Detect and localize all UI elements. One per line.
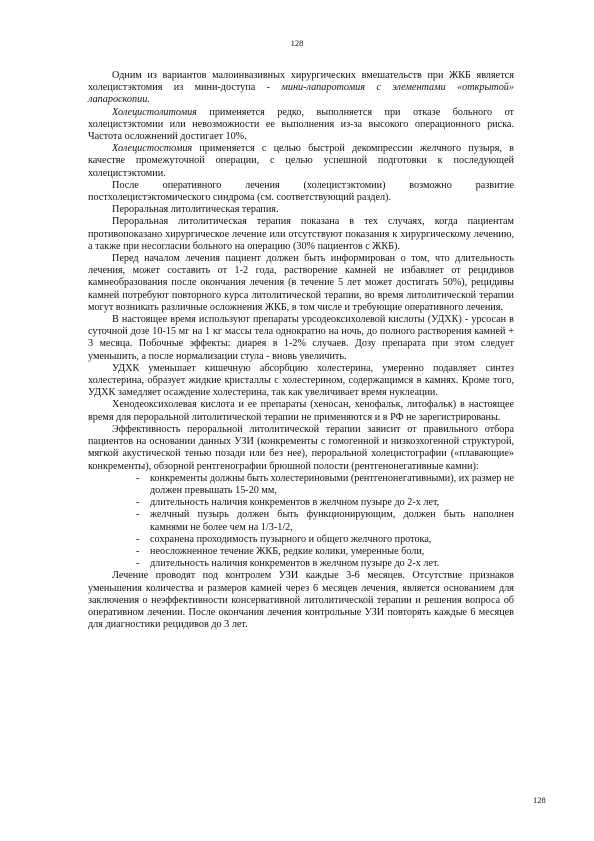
criteria-list (88, 473, 514, 571)
section-heading-litholytic: Пероральная литолитическая терапия. (112, 204, 279, 216)
term-cholecystolithotomy: Холецистолитомия (112, 106, 197, 118)
list-item: - длительность наличия конкрементов в желчном пузыре до 2-х лет, (136, 497, 514, 509)
paragraph-post-surgery: После оперативного лечения (холецистэктомии) возможно развитие постхолецистэктомического синдрома (см. соответствующий раздел). (88, 179, 514, 204)
paragraph-monitoring: Лечение проводят под контролем УЗИ каждые 3-6 месяцев. Отсутствие признаков уменьшения количества и размеров камней через 6 месяцев лечения, является основанием для заключения о неэффективности консервативной литолитической терапии и решения вопроса об оперативном лечении. После окончания лечения контрольные УЗИ повторять каждые 6 месяцев для диагностики рецидивов до 3 лет. (88, 570, 514, 631)
document-body (88, 70, 514, 631)
term-cholecystostomy: Холецистостомия (112, 143, 193, 155)
paragraph-patient-info: Перед началом лечения пациент должен быть информирован о том, что длительность лечения, может составить от 1-2 года, растворение камней не избавляет от рецидивов камнеобразования после окончания лечения (в течение 5 лет может достигать 50%), рецидивы камней потребуют повторного курса литолитической терапии, во время литолитической терапии могут возникать различные осложнения ЖКБ, в том числе и требующие оперативного лечения. (88, 253, 514, 313)
page-number-bottom: 128 (533, 795, 546, 805)
paragraph-italic: мини-лапаротомия с элементами «открытой» лапароскопии. (88, 82, 514, 106)
list-item: - сохранена проходимость пузырного и общего желчного протока, (136, 534, 514, 546)
paragraph-text: Одним из вариантов малоинвазивных хирургических вмешательств при ЖКБ является холецистэктомия из мини-доступа - (88, 70, 514, 94)
paragraph-text: применяется с целью быстрой декомпрессии желчного пузыря, в качестве промежуточной операции, с целью успешной подготовки к последующей холецистэктомии. (88, 143, 514, 179)
paragraph-indications: Пероральная литолитическая терапия показана в тех случаях, когда пациентам противопоказано хирургическое лечение или отсутствуют показания к хирургическому лечению, а также при несогласии больного на операцию (30% пациентов с ЖКБ). (88, 216, 514, 252)
list-item: - неосложненное течение ЖКБ, редкие колики, умеренные боли, (136, 546, 514, 558)
list-item: - конкременты должны быть холестериновыми (рентгенонегативными), их размер не должен превышать 15-20 мм, (136, 473, 514, 497)
page-number-top: 128 (290, 38, 304, 48)
paragraph-cholecystolithotomy (88, 107, 514, 144)
paragraph-udca-mechanism: УДХК уменьшает кишечную абсорбцию холестерина, умеренно подавляет синтез холестерина, образует жидкие кристаллы с холестерином, содержащимся в камнях. Кроме того, УДХК замедляет осаждение холестерина, так как увеличивает время нуклеации. (88, 362, 514, 399)
paragraph-mini-access (88, 70, 514, 107)
paragraph-efficacy: Эффективность пероральной литолитической терапии зависит от правильного отбора пациентов на основании данных УЗИ (конкременты с гомогенной и низкоэхогенной структурой, мягкой акустической тенью позади или без нее), пероральной холецистографии («плавающие» конкременты), обзорной рентгенографии брюшной полости (рентгенонегативные камни): (88, 423, 514, 472)
paragraph-cholecystostomy (88, 143, 514, 180)
paragraph-udca-dosage: В настоящее время используют препараты урсодеоксихолевой кислоты (УДХК) - урсосан в суточной дозе 10-15 мг на 1 кг массы тела однократно на ночь, до полного растворения камней + 3 месяца. Побочные эффекты: диарея в 1-2% случаев. Дозу препарата при этом следует уменьшить, а после нормализации стула - вновь увеличить. (88, 314, 514, 362)
list-item: - желчный пузырь должен быть функционирующим, должен быть наполнен камнями не более чем на 1/3-1/2, (136, 509, 514, 533)
paragraph-text: применяется редко, выполняется при отказе больного от холецистэктомии или невозможности ее выполнения из-за высокого операционного риска. Частота осложнений достигает 10%. (88, 106, 514, 143)
paragraph-cdca: Хенодеоксихолевая кислота и ее препараты (хеносан, хенофальк, литофальк) в настоящее время для пероральной литолитической терапии не применяются и в РФ не зарегистрированы. (88, 399, 514, 423)
list-item: - длительность наличия конкрементов в желчном пузыре до 2-х лет. (136, 558, 514, 570)
